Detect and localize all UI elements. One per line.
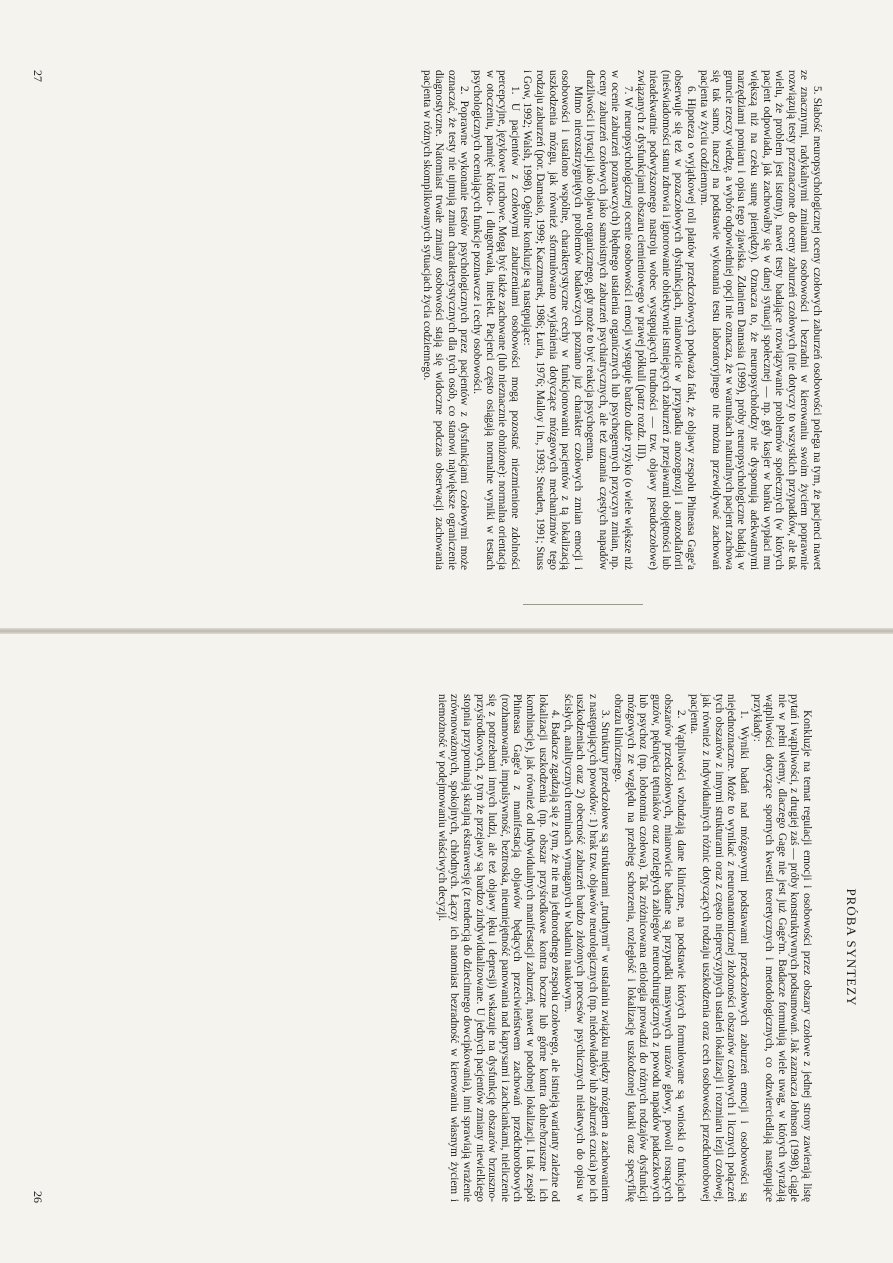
paragraph: 2. Wątpliwości wzbudzają dane kliniczne, na podstawie których formułowane są wnioski o funkcjach obszarów przedczołowych, mianowicie badane są przypadki masywnych urazów głowy, powoli rosnących guzów, pęknięcia tętniaków oraz rozległych zabiegów neurochirurgicznych z powodu napadów padaczkowych lub psychoz (np. lobotomia czołowa). Tak zróżnicowana etiologia prowadzi do różnych rodzajów dysfunkcji mózgowych ze względu na przebieg schorzenia, rozległość i lokalizację uszkodzonej tkanki oraz specyfikę obrazu klinicznego. [612, 694, 688, 1202]
paragraph: Konkluzje na temat regulacji emocji i osobowości przez obszary czołowe z jednej strony zawierają listę pytań i wątpliwości, z drugiej zaś — próby konstruktywnych podsumowań. Jak zaznacza Johnson (1998), ciągle nie w pełni wiemy, dlaczego Gage nie jest już Gage'm. Badacze formułują wiele uwag, w których wyrażają wątpliwości dotyczące spornych kwestii teoretycznych i metodologicznych, co odzwierciedlają następujące przykłady: [750, 694, 813, 1202]
paragraph: 1. U pacjentów z czołowymi zaburzeniami osobowości mogą pozostać niezmienione zdolności percepcyjne, językowe i ruchowe. Mogą być także zachowane (lub nieznacznie obniżone): normalna orientacja w otoczeniu, pamięć krótko- i długotrwała, intelekt. Pacjenci często osiągają normalne wyniki w testach psychologicznych oceniających funkcje poznawcze i cechy osobowości. [470, 70, 521, 570]
paragraph: 3. Struktury przedczołowe są strukturami „trudnymi" w ustalaniu związku między mózgiem a zachowaniem z następujących powodów: 1) brak tzw. objawów neurologicznych (np. niedowładów lub zaburzeń czucia) po ich uszkodzeniach oraz 2) obecność zaburzeń bardzo złożonych procesów psychicznych niełatwych do opisu w ścisłych, analitycznych terminach wymaganych w badaniu naukowym. [561, 694, 612, 1202]
paragraph: 2. Poprawne wykonanie testów psychologicznych przez pacjentów z dysfunkcjami czołowymi może oznaczać, że testy nie ujmują zmian charakterystycznych dla tych osób, co stanowi największe ograniczenie diagnostyczne. Natomiast trwałe zmiany osobowości stają się widoczne podczas obserwacji zachowania pacjenta w różnych skomplikowanych sytuacjach życia codziennego. [420, 70, 471, 570]
paragraph: 7. W neuropsychologicznej ocenie osobowości i emocji występuje bardzo duże ryzyko (o wiele większe niż w ocenie zaburzeń poznawczych) błędnego ustalenia organicznych lub psychogennych przyczyn zmian, np. oceny zaburzeń czołowych jako samoistnych zaburzeń psychiatrycznych, ale też uznania częstych napadów drażliwości i irytacji jako objawu organicznego, gdy może to być reakcja psychogenna. [584, 70, 635, 570]
paragraph: 1. Wyniki badań nad mózgowymi podstawami przedczołowych zaburzeń emocji i osobowości są niejednoznaczne. Może to wynikać z neuroanatomicznej złożoności obszarów czołowych i licznych połączeń tych obszarów z innymi strukturami oraz z często nieprecyzyjnych ustaleń lokalizacji i rozmiaru lezji czołowej, jak również z indywidualnych różnic dotyczących rodzaju uszkodzenia oraz cech osobowości przedchorobowej pacjenta. [687, 694, 751, 1202]
scan-artifact-line [523, 604, 643, 605]
page-26-body [435, 694, 813, 1202]
page-number: 26 [31, 1191, 45, 1203]
page-number: 27 [31, 70, 45, 82]
paragraph: 4. Badacze zgadzają się z tym, że nie ma jednorodnego zespołu czołowego, ale istnieją warianty zależne od lokalizacji uszkodzenia (np. obszar przyśrodkowe kontra boczne lub górne kontra dolne/brzuszne i ich kombinacje), jak również od indywidualnych manifestacji zaburzeń, nawet w podobnej lokalizacji. I tak zespół Phineasa Gage'a z manifestacją objawów będących przeciwieństwem zachowań przedchorobowych (rozhamowanie, impulsywność, beztroska, nieumiejętność panowania nad kaprysami i zachciankami, nieliczenie się z potrzebami innych ludzi, ale też objawy lęku i depresji) wskazuje na dysfunkcję obszarów brzuszno-przyśrodkowych, z tym że przejawy są bardzo zindywidualizowane. U jednych pacjentów zmiany niewielkiego stopnia przypominają skrajną ekstrawersję (z tendencją do dziecinnego dowcipkowania), inni sprawiają wrażenie zrównoważonych, spokojnych, chłodnych. Łączy ich natomiast bezradność w kierowaniu własnym życiem i niemożność w podejmowaniu właściwych decyzji. [435, 694, 562, 1202]
page-27-body [420, 70, 823, 570]
page-title: PRÓBA SYNTEZY [844, 888, 859, 1007]
paragraph: Mimo nierozstrzygniętych problemów badawczych poznano już charakter czołowych zmian emocji i osobowości i ustalono wspólne, charakterystyczne cechy w funkcjonowaniu pacjentów z tą lokalizacją uszkodzenia mózgu, jak również sformułowano wyjaśnienia dotyczące mózgowych mechanizmów tego rodzaju zaburzeń (por. Damasio, 1999; Kaczmarek, 1986; Łuria, 1976; Malloy i in., 1993; Steuden, 1991; Stuss i Gow, 1992; Walsh, 1998). Ogólne konkluzje są następujące: [521, 70, 584, 570]
paragraph: 5. Słabość neuropsychologicznej oceny czołowych zaburzeń osobowości polega na tym, że pacjenci nawet ze znacznymi, radykalnymi zmianami osobowości i bezradni w kierowaniu swoim życiem poprawnie rozwiązują testy przeznaczone do oceny zaburzeń czołowych (nie dotyczy to wszystkich przypadków, ale tak wielu, że problem jest istotny), nawet testy badające rozwiązywanie problemów społecznych (w których pacjent odpowiada, jak zachowałby się w danej sytuacji społecznej — np. gdy kasjer w banku wypłaci mu większą niż na czeku sumę pieniędzy). Oznacza to, że neuropsycholodzy nie dysponują adekwatnymi narzędziami pomiaru i opisu tego zjawiska. Zdaniem Damasia (1999), próby neuropsychologiczne badają w gruncie rzeczy wiedzę, a wybór odpowiedniej opcji nie oznacza, że w warunkach naturalnych pacjent zachowa się tak samo, inaczej na podstawie wykonania testu laboratoryjnego nie można przewidywać zachowań pacjenta w życiu codziennym. [697, 70, 823, 570]
page-27 [0, 0, 893, 631]
paragraph: 6. Hipoteza o wyjątkowej roli płatów przedczołowych podważa fakt, że objawy zespołu Phineasa Gage'a obserwuje się też w pozaczołowych dysfunkcjach, mianowicie w przypadku anozognozji i anozodiaforii (nieświadomości stanu zdrowia i ignorowanie obiektywnie istniejących zaburzeń z przejawami obojętności lub nieadekwatnie podwyższonego nastroju wobec występujących trudności — tzw. objawy pseudoczołowe) związanych z dysfunkcjami obszaru ciemieniowego w prawej półkuli (patrz rozdz. III). [634, 70, 698, 570]
page-26 [0, 632, 893, 1263]
